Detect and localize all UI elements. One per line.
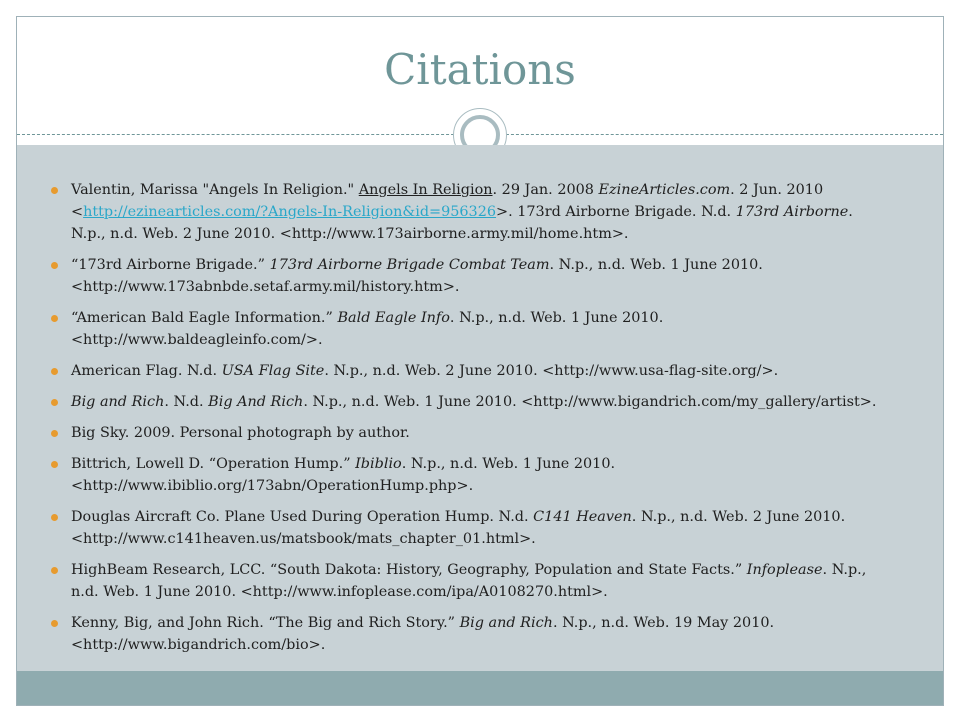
bullet-icon — [51, 187, 58, 194]
citation-item — [51, 307, 891, 351]
citation-source-title: Big And Rich — [208, 394, 304, 410]
content-area — [17, 145, 943, 671]
citation-text: American Flag. N.d. — [71, 363, 222, 379]
citation-text: . 2 Jun. 2010 < — [71, 182, 824, 220]
citation-source-title: USA Flag Site — [221, 363, 325, 379]
citation-text: . N.p., n.d. Web. 1 June 2010. <http://www.173abnbde.setaf.army.mil/history.htm>. — [71, 257, 763, 295]
citation-title-underlined: Angels In Religion — [358, 182, 493, 198]
citation-text: . N.p., n.d. Web. 1 June 2010. <http://www.baldeagleinfo.com/>. — [71, 310, 664, 348]
footer-bar — [17, 671, 943, 705]
citation-item — [51, 422, 891, 444]
citation-item — [51, 254, 891, 298]
citation-source-title: EzineArticles.com — [598, 182, 731, 198]
slide — [16, 16, 944, 706]
citation-text: . N.p., n.d. Web. 2 June 2010. <http://www.173airborne.army.mil/home.htm>. — [71, 204, 853, 242]
citation-text: . N.p., n.d. Web. 1 June 2010. <http://www.ibiblio.org/173abn/OperationHump.php>. — [71, 456, 616, 494]
citation-source-title: Big and Rich — [459, 615, 553, 631]
citation-source-title: C141 Heaven — [533, 509, 632, 525]
citation-item — [51, 612, 891, 656]
bullet-icon — [51, 567, 58, 574]
citation-item — [51, 506, 891, 550]
bullet-icon — [51, 262, 58, 269]
citation-source-title: Infoplease — [746, 562, 823, 578]
bullet-icon — [51, 368, 58, 375]
citation-item — [51, 453, 891, 497]
citation-item — [51, 179, 891, 245]
citation-text: Bittrich, Lowell D. “Operation Hump.” — [71, 456, 356, 472]
citation-source-title: Big and Rich — [71, 394, 165, 410]
citation-item — [51, 559, 891, 603]
bullet-icon — [51, 399, 58, 406]
citations-list — [51, 179, 891, 665]
citation-text: . N.p., n.d. Web. 2 June 2010. <http://www.c141heaven.us/matsbook/mats_chapter_01.html>. — [71, 509, 846, 547]
citation-text: . N.p., n.d. Web. 2 June 2010. <http://www.usa-flag-site.org/>. — [324, 363, 779, 379]
bullet-icon — [51, 430, 58, 437]
citation-hyperlink[interactable]: http://ezinearticles.com/?Angels-In-Religion&id=956326 — [83, 204, 497, 220]
citation-text: Big Sky. 2009. Personal photograph by author. — [71, 425, 410, 441]
bullet-icon — [51, 620, 58, 627]
citation-text: . N.p., n.d. Web. 19 May 2010. <http://www.bigandrich.com/bio>. — [71, 615, 775, 653]
citation-source-title: 173rd Airborne — [735, 204, 849, 220]
citation-item — [51, 391, 891, 413]
citation-text: “173rd Airborne Brigade.” — [71, 257, 270, 273]
citation-text: Kenny, Big, and John Rich. “The Big and Rich Story.” — [71, 615, 460, 631]
citation-source-title: 173rd Airborne Brigade Combat Team — [269, 257, 550, 273]
citation-item — [51, 360, 891, 382]
citation-text: >. 173rd Airborne Brigade. N.d. — [496, 204, 736, 220]
bullet-icon — [51, 514, 58, 521]
citation-text: Valentin, Marissa "Angels In Religion." — [71, 182, 359, 198]
citation-source-title: Ibiblio — [355, 456, 402, 472]
citation-text: HighBeam Research, LCC. “South Dakota: History, Geography, Population and State Facts.” — [71, 562, 747, 578]
citation-source-title: Bald Eagle Info — [337, 310, 450, 326]
bullet-icon — [51, 315, 58, 322]
citation-text: . 29 Jan. 2008 — [492, 182, 599, 198]
citation-text: Douglas Aircraft Co. Plane Used During Operation Hump. N.d. — [71, 509, 534, 525]
citation-text: . N.p., n.d. Web. 1 June 2010. <http://www.bigandrich.com/my_gallery/artist>. — [303, 394, 877, 410]
citation-text: . N.p., n.d. Web. 1 June 2010. <http://www.infoplease.com/ipa/A0108270.html>. — [71, 562, 867, 600]
citation-text: . N.d. — [164, 394, 209, 410]
bullet-icon — [51, 461, 58, 468]
slide-title: Citations — [384, 45, 576, 94]
citation-text: “American Bald Eagle Information.” — [71, 310, 338, 326]
